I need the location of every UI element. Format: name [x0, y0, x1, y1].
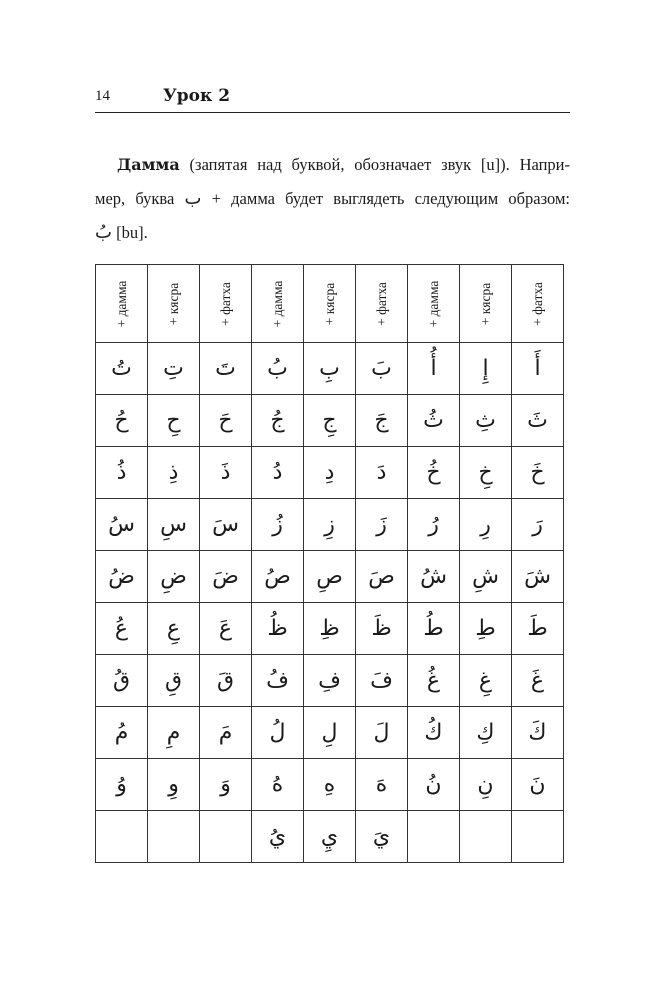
table-row — [96, 499, 564, 551]
table-cell — [252, 707, 304, 759]
arabic-letter: سِ — [160, 512, 187, 537]
table-cell — [148, 811, 200, 863]
table-cell — [408, 447, 460, 499]
column-header-wrap — [512, 265, 563, 342]
arabic-letter: أَ — [534, 356, 541, 381]
table-cell — [304, 343, 356, 395]
table-cell — [252, 551, 304, 603]
table-cell — [96, 759, 148, 811]
arabic-letter: حُ — [114, 408, 129, 433]
arabic-letter: سَ — [212, 512, 239, 537]
table-cell — [200, 447, 252, 499]
table-cell — [252, 655, 304, 707]
table-cell — [304, 499, 356, 551]
column-header — [148, 265, 200, 343]
running-header — [95, 86, 570, 110]
arabic-letter: خَ — [530, 460, 545, 485]
term-damma: Дамма — [117, 155, 180, 174]
table-cell — [512, 343, 564, 395]
arabic-letter: غِ — [478, 668, 493, 693]
table-cell — [304, 759, 356, 811]
column-header-label: + кясра — [165, 282, 181, 325]
table-body — [96, 265, 564, 863]
column-header — [304, 265, 356, 343]
table-cell — [252, 343, 304, 395]
table-cell — [460, 551, 512, 603]
column-header-label: + дамма — [269, 280, 285, 327]
arabic-letter: خِ — [478, 460, 493, 485]
column-header-label: + дамма — [425, 280, 441, 327]
table-cell — [96, 655, 148, 707]
table-cell — [356, 343, 408, 395]
table-cell — [356, 499, 408, 551]
arabic-letter: نِ — [477, 772, 494, 797]
table-cell — [408, 655, 460, 707]
arabic-letter: طُ — [423, 616, 444, 641]
arabic-letter: عِ — [166, 616, 181, 641]
arabic-letter: صُ — [264, 564, 291, 589]
harakat-table — [95, 264, 564, 863]
column-header — [200, 265, 252, 343]
arabic-letter: خُ — [426, 460, 441, 485]
table-cell — [460, 811, 512, 863]
arabic-letter: فِ — [318, 668, 341, 693]
table-cell — [148, 603, 200, 655]
table-cell — [200, 603, 252, 655]
table-cell — [148, 499, 200, 551]
table-cell — [512, 707, 564, 759]
table-cell — [96, 551, 148, 603]
table-cell — [304, 603, 356, 655]
table-cell — [356, 395, 408, 447]
table-cell — [252, 811, 304, 863]
table-cell — [96, 707, 148, 759]
arabic-letter: ظُ — [267, 616, 288, 641]
arabic-letter: كَ — [528, 720, 547, 745]
arabic-letter: هَ — [375, 772, 388, 797]
table-header-row — [96, 265, 564, 343]
table-cell — [148, 759, 200, 811]
column-header-wrap — [252, 265, 303, 342]
column-header-wrap — [200, 265, 251, 342]
arabic-letter: ظِ — [319, 616, 340, 641]
paragraph-line-3 — [95, 216, 570, 250]
table-cell — [252, 603, 304, 655]
arabic-letter: سُ — [108, 512, 135, 537]
column-header — [96, 265, 148, 343]
arabic-letter: لُ — [269, 720, 286, 745]
column-header-wrap — [96, 265, 147, 342]
table-cell — [304, 447, 356, 499]
column-header — [460, 265, 512, 343]
arabic-letter: مِ — [166, 720, 181, 745]
column-header-label: + кясра — [477, 282, 493, 325]
arabic-letter: مُ — [114, 720, 129, 745]
arabic-letter: قُ — [112, 668, 131, 693]
table-cell — [356, 811, 408, 863]
table-cell — [96, 811, 148, 863]
table-cell — [356, 447, 408, 499]
column-header-label: + фатха — [373, 281, 389, 326]
table-cell — [200, 343, 252, 395]
column-header-wrap — [408, 265, 459, 342]
table-cell — [408, 811, 460, 863]
arabic-letter: زَ — [376, 512, 387, 537]
table-cell — [252, 759, 304, 811]
paragraph-line-2 — [95, 182, 570, 216]
table-cell — [200, 707, 252, 759]
arabic-letter: غُ — [426, 668, 441, 693]
table-cell — [356, 603, 408, 655]
table-cell — [408, 343, 460, 395]
arabic-letter: فُ — [266, 668, 289, 693]
table-cell — [460, 447, 512, 499]
arabic-letter: ذُ — [116, 460, 127, 485]
table-cell — [96, 603, 148, 655]
table-cell — [512, 447, 564, 499]
arabic-letter: طِ — [475, 616, 496, 641]
arabic-letter: شَ — [524, 564, 551, 589]
arabic-letter: صَ — [368, 564, 395, 589]
table-row — [96, 655, 564, 707]
table-cell — [512, 603, 564, 655]
arabic-letter: ضُ — [108, 564, 135, 589]
arabic-letter: إِ — [482, 356, 489, 381]
table-row — [96, 603, 564, 655]
column-header-label: + фатха — [217, 281, 233, 326]
arabic-letter: عُ — [114, 616, 129, 641]
column-header-wrap — [148, 265, 199, 342]
arabic-letter: زِ — [324, 512, 335, 537]
arabic-letter: شُ — [420, 564, 447, 589]
arabic-letter: مَ — [218, 720, 233, 745]
arabic-letter: صِ — [316, 564, 343, 589]
arabic-letter: دُ — [272, 460, 283, 485]
table-cell — [252, 395, 304, 447]
table-row — [96, 395, 564, 447]
arabic-letter: هِ — [323, 772, 336, 797]
page-number: 14 — [95, 88, 110, 104]
arabic-letter: رَ — [532, 512, 543, 537]
body-paragraph — [95, 148, 570, 250]
table-row — [96, 707, 564, 759]
table-cell — [512, 551, 564, 603]
table-cell — [356, 759, 408, 811]
arabic-letter: كِ — [476, 720, 495, 745]
arabic-letter: ضِ — [160, 564, 187, 589]
column-header-label: + дамма — [113, 280, 129, 327]
line1-text: (запятая над буквой, обозначает звук [u]). Напри- — [179, 155, 570, 174]
arabic-letter: طَ — [527, 616, 548, 641]
arabic-letter: غَ — [530, 668, 545, 693]
table-cell — [96, 447, 148, 499]
arabic-letter: دَ — [376, 460, 387, 485]
table-cell — [512, 655, 564, 707]
arabic-letter: وِ — [168, 772, 179, 797]
table-cell — [200, 655, 252, 707]
table-row — [96, 811, 564, 863]
table-cell — [304, 395, 356, 447]
arabic-letter: تِ — [163, 356, 184, 381]
table-cell — [356, 707, 408, 759]
line2-rest-text: + дамма будет выглядеть следующим образом: — [201, 189, 570, 208]
table-cell — [304, 707, 356, 759]
arabic-letter: نُ — [425, 772, 442, 797]
arabic-letter: بَ — [371, 356, 392, 381]
table-cell — [200, 759, 252, 811]
table-cell — [460, 759, 512, 811]
arabic-letter: يُ — [268, 824, 287, 849]
table-cell — [512, 811, 564, 863]
table-cell — [252, 499, 304, 551]
arabic-letter: لِ — [321, 720, 338, 745]
table-cell — [148, 447, 200, 499]
table-cell — [200, 499, 252, 551]
table-row — [96, 759, 564, 811]
arabic-letter: يَ — [372, 824, 391, 849]
table-cell — [96, 395, 148, 447]
table-cell — [460, 395, 512, 447]
table-cell — [408, 395, 460, 447]
line3-rest-text: [bu]. — [111, 223, 148, 242]
table-cell — [148, 655, 200, 707]
arabic-letter: حَ — [218, 408, 233, 433]
table-cell — [200, 395, 252, 447]
arabic-letter: ثِ — [475, 408, 496, 433]
arabic-letter: يِ — [320, 824, 339, 849]
table-row — [96, 551, 564, 603]
arabic-letter: ثَ — [527, 408, 548, 433]
arabic-letter: ضَ — [212, 564, 239, 589]
table-cell — [460, 603, 512, 655]
table-cell — [148, 343, 200, 395]
table-cell — [460, 343, 512, 395]
column-header — [408, 265, 460, 343]
arabic-letter: جَ — [374, 408, 389, 433]
arabic-letter: هُ — [271, 772, 284, 797]
table-cell — [148, 551, 200, 603]
table-row — [96, 343, 564, 395]
arabic-letter: بِ — [319, 356, 340, 381]
arabic-letter: قَ — [216, 668, 235, 693]
table-cell — [408, 499, 460, 551]
table-cell — [96, 343, 148, 395]
table-cell — [304, 655, 356, 707]
arabic-letter: رِ — [480, 512, 491, 537]
arabic-example-bu: بُ — [95, 222, 112, 243]
table-cell — [408, 759, 460, 811]
arabic-letter: نَ — [529, 772, 546, 797]
table-row — [96, 447, 564, 499]
table-cell — [460, 707, 512, 759]
table-cell — [408, 603, 460, 655]
table-cell — [148, 707, 200, 759]
column-header-label: + кясра — [321, 282, 337, 325]
table-cell — [460, 655, 512, 707]
arabic-letter: ذِ — [168, 460, 179, 485]
arabic-letter: كُ — [424, 720, 443, 745]
table-cell — [356, 551, 408, 603]
arabic-letter: بُ — [267, 356, 288, 381]
table-cell — [408, 551, 460, 603]
arabic-letter: جُ — [270, 408, 285, 433]
arabic-letter: ظَ — [371, 616, 392, 641]
line2-start-text: мер, буква — [95, 189, 185, 208]
arabic-letter: دِ — [324, 460, 335, 485]
column-header-label: + фатха — [529, 281, 545, 326]
table-cell — [512, 759, 564, 811]
arabic-letter: تَ — [215, 356, 236, 381]
arabic-letter-ba: ب — [184, 188, 202, 209]
arabic-letter: وَ — [220, 772, 231, 797]
arabic-letter: حِ — [166, 408, 181, 433]
table-cell — [304, 551, 356, 603]
arabic-letter: عَ — [218, 616, 233, 641]
arabic-letter: رُ — [428, 512, 439, 537]
arabic-letter: فَ — [370, 668, 393, 693]
column-header-wrap — [460, 265, 511, 342]
table-cell — [148, 395, 200, 447]
arabic-letter: أُ — [430, 356, 437, 381]
arabic-letter: شِ — [472, 564, 499, 589]
table-cell — [512, 499, 564, 551]
table-cell — [200, 811, 252, 863]
table-cell — [356, 655, 408, 707]
column-header-wrap — [304, 265, 355, 342]
arabic-letter: لَ — [373, 720, 390, 745]
paragraph-line-1 — [95, 148, 570, 182]
column-header-wrap — [356, 265, 407, 342]
arabic-letter: زُ — [272, 512, 283, 537]
table-cell — [512, 395, 564, 447]
arabic-letter: جِ — [322, 408, 337, 433]
table-cell — [96, 499, 148, 551]
arabic-letter: قِ — [164, 668, 183, 693]
chapter-title: Урок 2 — [163, 86, 231, 106]
table-cell — [304, 811, 356, 863]
column-header — [512, 265, 564, 343]
header-rule — [95, 112, 570, 113]
table-cell — [408, 707, 460, 759]
table-cell — [200, 551, 252, 603]
arabic-letter: تُ — [111, 356, 132, 381]
arabic-letter: وُ — [116, 772, 127, 797]
table-cell — [252, 447, 304, 499]
column-header — [252, 265, 304, 343]
arabic-letter: ثُ — [423, 408, 444, 433]
arabic-letter: ذَ — [220, 460, 231, 485]
column-header — [356, 265, 408, 343]
table-cell — [460, 499, 512, 551]
